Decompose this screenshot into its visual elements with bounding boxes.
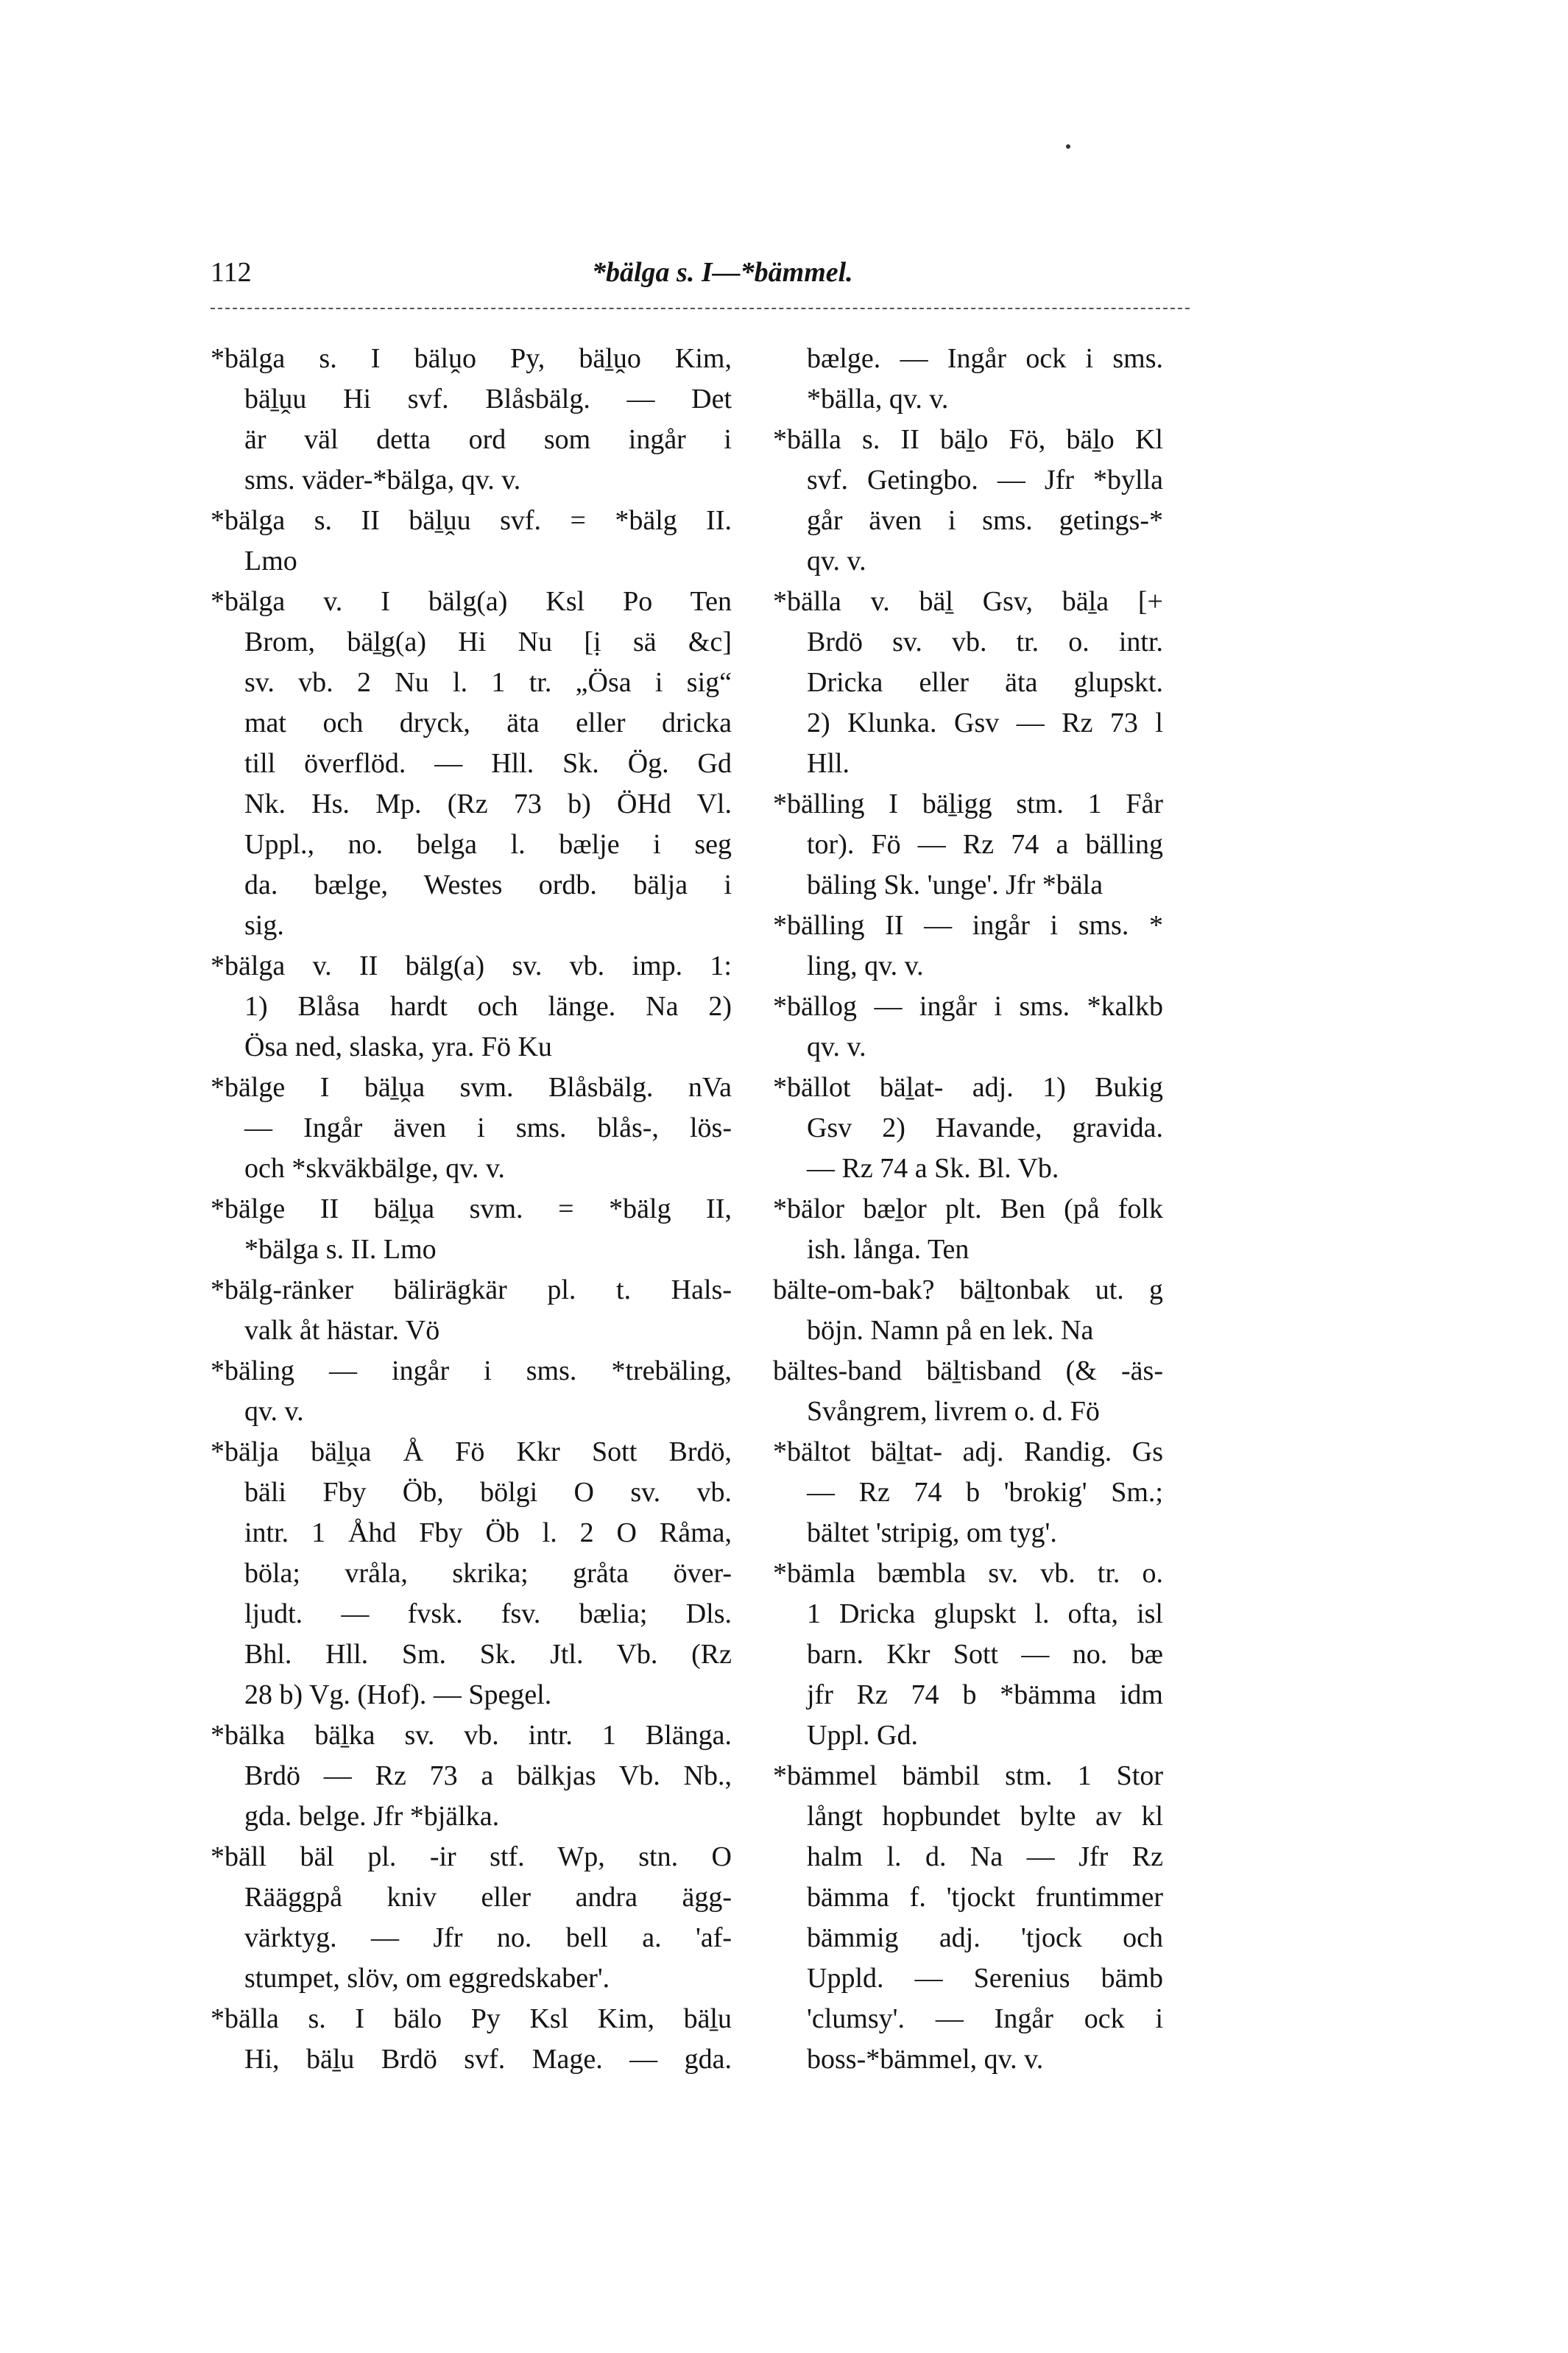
text-line: *bälka bäḻka sv. vb. intr. 1 Blänga. [211, 1720, 732, 1751]
text-line: Brdö — Rz 73 a bälkjas Vb. Nb., [244, 1760, 732, 1791]
text-line: ish. långa. Ten [807, 1234, 970, 1265]
text-line: *bällog — ingår i sms. *kalkb [773, 991, 1163, 1022]
text-line: till överflöd. — Hll. Sk. Ög. Gd [244, 748, 732, 779]
text-line: boss-*bämmel, qv. v. [807, 2044, 1044, 2075]
text-line: — Rz 74 b 'brokig' Sm.; [807, 1477, 1163, 1508]
text-line: *bälla, qv. v. [807, 384, 949, 414]
text-line: är väl detta ord som ingår i [244, 424, 732, 455]
text-line: bämmig adj. 'tjock och [807, 1922, 1163, 1953]
text-line: *bälla v. bäḻ Gsv, bäḻa [+ [773, 586, 1163, 617]
text-line: *bälling I bäḻigg stm. 1 Får [773, 789, 1163, 819]
text-line: Svångrem, livrem o. d. Fö [807, 1396, 1100, 1427]
text-line: 'clumsy'. — Ingår ock i [807, 2003, 1163, 2034]
text-line: *bälla s. I bälo Py Ksl Kim, bäḻu [211, 2003, 732, 2034]
text-line: svf. Getingbo. — Jfr *bylla [807, 465, 1163, 495]
running-head: *bälga s. I—*bämmel. [592, 257, 853, 288]
text-line: *bälga v. I bälg(a) Ksl Po Ten [211, 586, 732, 617]
text-line: Nk. Hs. Mp. (Rz 73 b) ÖHd Vl. [244, 789, 732, 819]
text-line: Hi, bäḻu Brdö svf. Mage. — gda. [244, 2044, 732, 2075]
text-line: bältes-band bäḻtisband (& -äs- [773, 1355, 1163, 1386]
text-line: 1) Blåsa hardt och länge. Na 2) [244, 991, 732, 1022]
text-line: 1 Dricka glupskt l. ofta, isl [807, 1598, 1163, 1629]
text-line: halm l. d. Na — Jfr Rz [807, 1841, 1163, 1872]
text-line: bältet 'stripig, om tyg'. [807, 1517, 1057, 1548]
text-line: mat och dryck, äta eller dricka [244, 708, 732, 738]
text-line: bälte-om-bak? bäḻtonbak ut. g [773, 1274, 1163, 1305]
text-line: *bälga s. II bäḻṷu svf. = *bälg II. [211, 505, 732, 536]
text-line: långt hopbundet bylte av kl [807, 1801, 1163, 1832]
text-line: *bäll bäl pl. -ir stf. Wp, stn. O [211, 1841, 732, 1872]
text-line: och *skväkbälge, qv. v. [244, 1153, 505, 1184]
text-line: bælge. — Ingår ock i sms. [807, 343, 1163, 374]
right-column [773, 339, 1163, 2080]
text-line: Bhl. Hll. Sm. Sk. Jtl. Vb. (Rz [244, 1639, 732, 1670]
text-line: Lmo [244, 546, 297, 576]
left-column [211, 339, 732, 2080]
text-line: bämma f. 'tjockt fruntimmer [807, 1882, 1163, 1913]
text-line: *bälling II — ingår i sms. * [773, 910, 1163, 941]
header-rule [211, 308, 1190, 309]
text-line: ling, qv. v. [807, 950, 924, 981]
text-line: 28 b) Vg. (Hof). — Spegel. [244, 1679, 552, 1710]
text-line: *bämla bæmbla sv. vb. tr. o. [773, 1558, 1163, 1589]
text-line: ljudt. — fvsk. fsv. bælia; Dls. [244, 1598, 732, 1629]
text-line: bäli Fby Öb, bölgi O sv. vb. [244, 1477, 732, 1508]
text-line: *bälge II bäḻṷa svm. = *bälg II, [211, 1193, 732, 1224]
text-line: 2) Klunka. Gsv — Rz 73 l [807, 708, 1163, 738]
text-line: böla; vråla, skrika; gråta över- [244, 1558, 732, 1589]
text-line: Rääggpå kniv eller andra ägg- [244, 1882, 732, 1913]
text-line: går även i sms. getings-* [807, 505, 1163, 536]
text-line: barn. Kkr Sott — no. bæ [807, 1639, 1163, 1670]
text-line: *bämmel bämbil stm. 1 Stor [773, 1760, 1163, 1791]
text-line: qv. v. [807, 1031, 866, 1062]
text-line: — Rz 74 a Sk. Bl. Vb. [807, 1153, 1059, 1184]
text-line: sig. [244, 910, 284, 941]
text-line: valk åt hästar. Vö [244, 1315, 440, 1346]
text-line: Ösa ned, slaska, yra. Fö Ku [244, 1031, 552, 1062]
text-line: Uppl., no. belga l. bælje i seg [244, 829, 732, 860]
text-line: jfr Rz 74 b *bämma idm [807, 1679, 1163, 1710]
text-line: Brdö sv. vb. tr. o. intr. [807, 627, 1163, 657]
text-line: gda. belge. Jfr *bjälka. [244, 1801, 500, 1832]
text-line: Uppl. Gd. [807, 1720, 918, 1751]
text-line: qv. v. [244, 1396, 304, 1427]
text-line: intr. 1 Åhd Fby Öb l. 2 O Råma, [244, 1517, 732, 1548]
text-line: — Ingår även i sms. blås-, lös- [244, 1112, 732, 1143]
text-line: Uppld. — Serenius bämb [807, 1963, 1163, 1994]
text-line: *bältot bäḻtat- adj. Randig. Gs [773, 1436, 1163, 1467]
text-line: da. bælge, Westes ordb. bälja i [244, 869, 732, 900]
text-line: *bälja bäḻṷa Å Fö Kkr Sott Brdö, [211, 1436, 732, 1467]
text-line: *bälg-ränker bälirägkär pl. t. Hals- [211, 1274, 732, 1305]
text-line: *bäling — ingår i sms. *trebäling, [211, 1355, 732, 1386]
text-line: *bälla s. II bäḻo Fö, bäḻo Kl [773, 424, 1163, 455]
text-line: *bälga v. II bälg(a) sv. vb. imp. 1: [211, 950, 732, 981]
text-line: Brom, bäḻg(a) Hi Nu [ị sä &c] [244, 627, 732, 657]
text-line: *bälge I bäḻṷa svm. Blåsbälg. nVa [211, 1072, 732, 1103]
page-header [211, 256, 1190, 300]
text-line: bäḻṷu Hi svf. Blåsbälg. — Det [244, 384, 732, 414]
text-line: bäling Sk. 'unge'. Jfr *bäla [807, 869, 1103, 900]
text-line: Gsv 2) Havande, gravida. [807, 1112, 1163, 1143]
text-line: *bällot bäḻat- adj. 1) Bukig [773, 1072, 1163, 1103]
text-line: tor). Fö — Rz 74 a bälling [807, 829, 1163, 860]
text-line: *bälga s. II. Lmo [244, 1234, 437, 1265]
text-line: sms. väder-*bälga, qv. v. [244, 465, 521, 495]
page-number: 112 [211, 257, 252, 288]
text-line: *bälga s. I bälṷo Py, bäḻṷo Kim, [211, 343, 732, 374]
text-line: qv. v. [807, 546, 866, 576]
text-line: böjn. Namn på en lek. Na [807, 1315, 1094, 1346]
print-speck [1066, 144, 1070, 149]
text-line: sv. vb. 2 Nu l. 1 tr. „Ösa i sig“ [244, 667, 732, 698]
text-line: Dricka eller äta glupskt. [807, 667, 1163, 698]
text-line: *bälor bæḻor plt. Ben (på folk [773, 1193, 1163, 1224]
text-line: stumpet, slöv, om eggredskaber'. [244, 1963, 610, 1994]
text-line: Hll. [807, 748, 850, 779]
text-line: värktyg. — Jfr no. bell a. 'af- [244, 1922, 732, 1953]
